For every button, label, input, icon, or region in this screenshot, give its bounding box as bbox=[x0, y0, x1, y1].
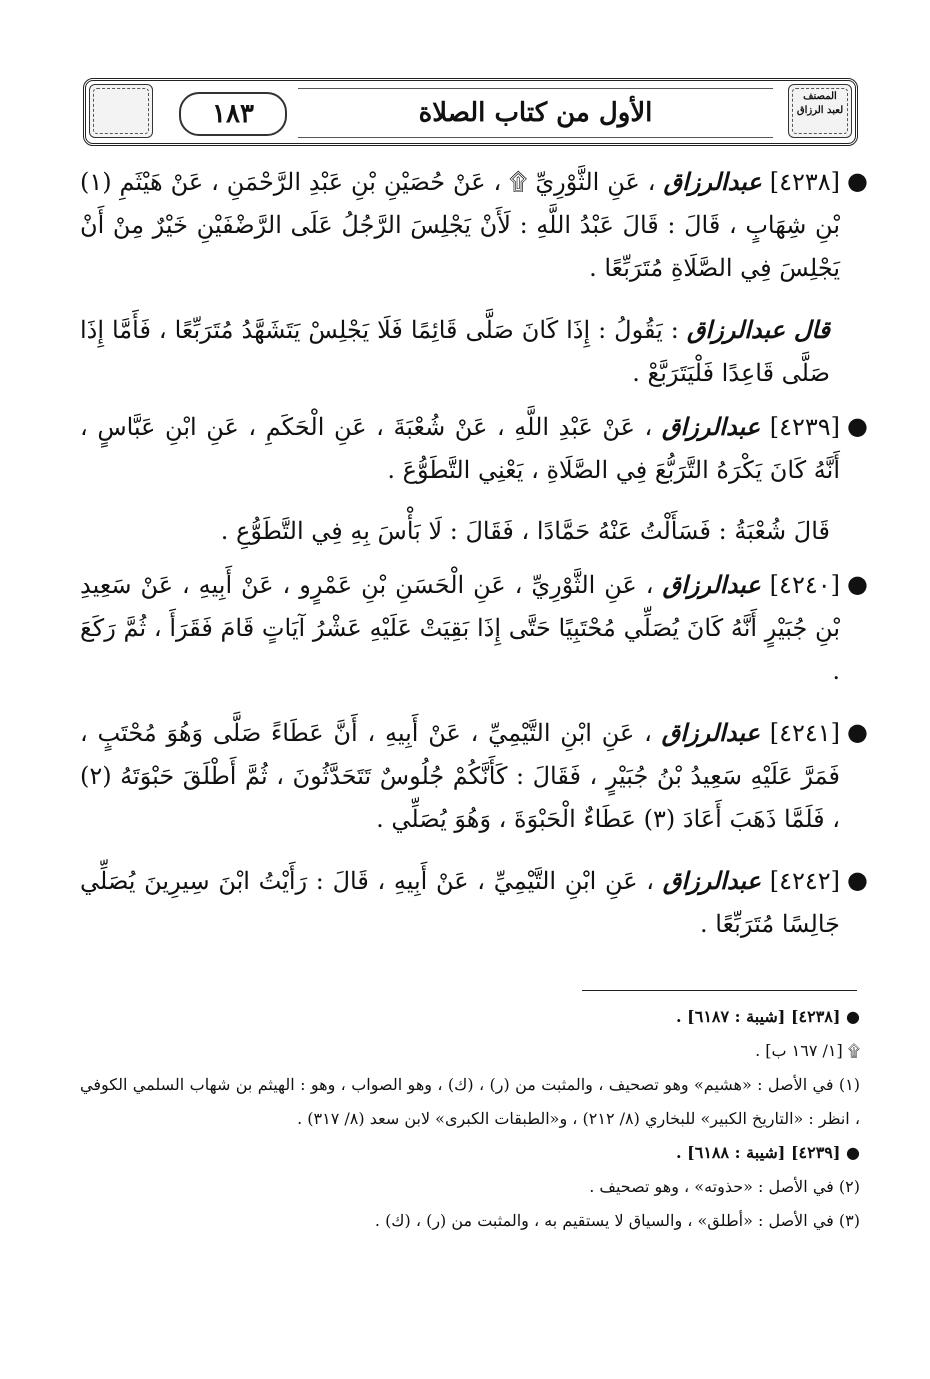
hadith-number: [٤٢٤١] bbox=[769, 719, 840, 747]
footnote-separator bbox=[582, 990, 857, 991]
footnote-2: (٢) في الأصل : «حذوته» ، وهو تصحيف . bbox=[589, 1177, 860, 1196]
running-title: الأول من كتاب الصلاة bbox=[298, 88, 773, 138]
narrator-name: عبدالرزاق bbox=[663, 167, 762, 196]
commentary-text: : يَقُولُ : إِذَا كَانَ صَلَّى قَائِمًا فَلَا يَجْلِسْ يَتَشَهَّدُ مُتَرَبِّعًا ، فَأَمَّا إِذَا صَلَّى قَاعِدًا فَلْيَتَرَبَّعْ . bbox=[80, 316, 830, 387]
hadith-number: [٤٢٤٢] bbox=[769, 867, 840, 895]
page-header bbox=[83, 78, 858, 146]
bullet: ● bbox=[847, 570, 868, 598]
narrator-name: عبدالرزاق bbox=[661, 412, 761, 441]
logo-line-1: المصنف bbox=[803, 91, 837, 102]
hadith-text: ، عَنِ الثَّوْرِيِّ ۩ ، عَنْ حُصَيْنِ بْنِ عَبْدِ الرَّحْمَنِ ، عَنْ هَيْثَمِ (١) بْنِ شِهَابٍ ، قَالَ : قَالَ عَبْدُ اللَّهِ : لَأَنْ يَجْلِسَ الرَّجُلُ عَلَى الرَّضْفَيْنِ خَيْرٌ مِنْ أَنْ يَجْلِسَ فِي الصَّلَاةِ مُتَرَبِّعًا . bbox=[80, 168, 840, 282]
footnote-source-4238: ● [٤٢٣٨] [شيبة : ٦١٨٧] . bbox=[676, 1007, 860, 1026]
hadith-4241 bbox=[80, 711, 868, 841]
narrator-name: قال عبدالرزاق bbox=[686, 315, 830, 344]
footnote-3: (٣) في الأصل : «أطلق» ، والسياق لا يستقيم به ، والمثبت من (ر) ، (ك) . bbox=[374, 1211, 860, 1230]
hadith-number: [٤٢٣٨] bbox=[769, 168, 840, 196]
hadith-4239 bbox=[80, 405, 868, 492]
bullet: ● bbox=[847, 866, 868, 894]
commentary bbox=[80, 308, 860, 395]
main-text bbox=[80, 160, 868, 964]
hadith-number: [٤٢٤٠] bbox=[769, 571, 840, 599]
narrator-name: عبدالرزاق bbox=[662, 570, 761, 599]
hadith-4240 bbox=[80, 563, 868, 693]
hadith-4242 bbox=[80, 859, 868, 946]
footnote-1: (١) في الأصل : «هشيم» وهو تصحيف ، والمثبت من (ر) ، (ك) ، وهو الصواب ، وهو : الهيثم بن شهاب السلمي الكوفي ، انظر : «التاريخ الكبير» للبخاري (٨/ ٢١٢) ، و«الطبقات الكبرى» لابن سعد (٨/ ٣١٧) . bbox=[80, 1075, 860, 1128]
hadith-number: [٤٢٣٩] bbox=[769, 413, 840, 441]
footnote-folio: ۩ [١/ ١٦٧ ب] . bbox=[755, 1041, 860, 1060]
hadith-text: ، عَنِ ابْنِ التَّيْمِيِّ ، عَنْ أَبِيهِ ، أَنَّ عَطَاءً صَلَّى وَهُوَ مُحْتَبٍ ، فَمَرَّ عَلَيْهِ سَعِيدُ بْنُ جُبَيْرٍ ، فَقَالَ : كَأَنَّكُمْ جُلُوسٌ تَتَحَدَّثُونَ ، ثُمَّ أَطْلَقَ حَبْوَتَهُ (٢) ، فَلَمَّا ذَهَبَ أَعَادَ (٣) عَطَاءٌ الْحَبْوَةَ ، وَهُوَ يُصَلِّي . bbox=[80, 719, 840, 833]
hadith-text: ، عَنْ عَبْدِ اللَّهِ ، عَنْ شُعْبَةَ ، عَنِ الْحَكَمِ ، عَنِ ابْنِ عَبَّاسٍ ، أَنَّهُ كَانَ يَكْرَهُ التَّرَبُّعَ فِي الصَّلَاةِ ، يَعْنِي التَّطَوُّعَ . bbox=[80, 413, 840, 484]
footnotes bbox=[80, 1000, 860, 1238]
bullet: ● bbox=[847, 167, 868, 195]
shuba-remark bbox=[80, 510, 860, 553]
bullet: ● bbox=[847, 718, 868, 746]
hadith-text: ، عَنِ ابْنِ التَّيْمِيِّ ، عَنْ أَبِيهِ ، قَالَ : رَأَيْتُ ابْنَ سِيرِينَ يُصَلِّي جَالِسًا مُتَرَبِّعًا . bbox=[80, 867, 840, 938]
narrator-name: عبدالرزاق bbox=[662, 866, 761, 895]
remark-text: قَالَ شُعْبَةُ : فَسَأَلْتُ عَنْهُ حَمَّادًا ، فَقَالَ : لَا بَأْسَ بِهِ فِي التَّطَوُّعِ . bbox=[220, 517, 830, 545]
logo-line-2: لعبد الرزاق bbox=[796, 105, 844, 116]
hadith-4238 bbox=[80, 160, 868, 290]
footnote-source-4239: ● [٤٢٣٩] [شيبة : ٦١٨٨] . bbox=[676, 1143, 860, 1162]
page-number: ١٨٣ bbox=[179, 92, 287, 136]
bullet: ● bbox=[847, 412, 868, 440]
narrator-name: عبدالرزاق bbox=[661, 718, 760, 747]
left-ornament bbox=[89, 84, 153, 138]
book-logo bbox=[794, 90, 846, 132]
hadith-text: ، عَنِ الثَّوْرِيِّ ، عَنِ الْحَسَنِ بْنِ عَمْرٍو ، عَنْ أَبِيهِ ، عَنْ سَعِيدِ بْنِ جُبَيْرٍ أَنَّهُ كَانَ يُصَلِّي مُحْتَبِيًا حَتَّى إِذَا بَقِيَتْ عَلَيْهِ عَشْرُ آيَاتٍ قَامَ فَقَرَأَ ، ثُمَّ رَكَعَ . bbox=[80, 571, 840, 685]
